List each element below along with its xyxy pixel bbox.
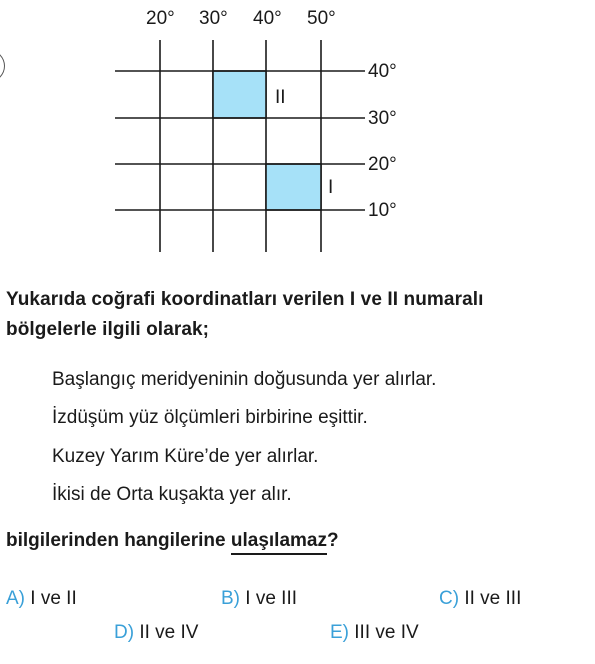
latitude-label-30: 30° bbox=[368, 108, 397, 129]
region-ii-box bbox=[213, 71, 266, 118]
answer-option-b[interactable] bbox=[221, 586, 297, 612]
question-closing bbox=[6, 527, 339, 555]
question-stem-line-1: Yukarıda coğrafi koordinatları verilen I ve II numaralı bbox=[6, 289, 484, 310]
option-text: II ve IV bbox=[139, 622, 199, 643]
longitude-label-30: 30° bbox=[199, 8, 228, 29]
option-letter: B) bbox=[221, 588, 240, 609]
statement-text: Başlangıç meridyeninin doğusunda yer alırlar. bbox=[52, 369, 437, 390]
statement-text: İzdüşüm yüz ölçümleri birbirine eşittir. bbox=[52, 407, 368, 428]
statement-text: İkisi de Orta kuşakta yer alır. bbox=[52, 484, 292, 505]
coordinate-grid-figure bbox=[0, 0, 595, 270]
answer-option-e[interactable] bbox=[330, 620, 419, 646]
longitude-label-20: 20° bbox=[146, 8, 175, 29]
longitude-label-50: 50° bbox=[307, 8, 336, 29]
region-ii-label: II bbox=[275, 87, 286, 108]
closing-emphasis: ulaşılamaz bbox=[231, 530, 327, 555]
option-letter: E) bbox=[330, 622, 349, 643]
longitude-label-40: 40° bbox=[253, 8, 282, 29]
option-text: I ve II bbox=[30, 588, 77, 609]
region-i-box bbox=[266, 164, 321, 210]
grid-svg bbox=[0, 0, 595, 270]
region-i-label: I bbox=[328, 177, 334, 198]
latitude-label-10: 10° bbox=[368, 200, 397, 221]
option-letter: A) bbox=[6, 588, 25, 609]
closing-prefix: bilgilerinden hangilerine bbox=[6, 530, 231, 551]
statement-text: Kuzey Yarım Küre’de yer alırlar. bbox=[52, 446, 319, 467]
latitude-label-40: 40° bbox=[368, 61, 397, 82]
closing-suffix: ? bbox=[326, 530, 339, 551]
answer-option-c[interactable] bbox=[439, 586, 521, 612]
option-text: III ve IV bbox=[354, 622, 419, 643]
answer-option-d[interactable] bbox=[114, 620, 198, 646]
answer-option-a[interactable] bbox=[6, 586, 77, 612]
option-letter: C) bbox=[439, 588, 460, 609]
option-letter: D) bbox=[114, 622, 135, 643]
option-text: II ve III bbox=[464, 588, 522, 609]
option-text: I ve III bbox=[245, 588, 298, 609]
question-stem-line-2: bölgelerle ilgili olarak; bbox=[6, 319, 210, 340]
latitude-label-20: 20° bbox=[368, 154, 397, 175]
